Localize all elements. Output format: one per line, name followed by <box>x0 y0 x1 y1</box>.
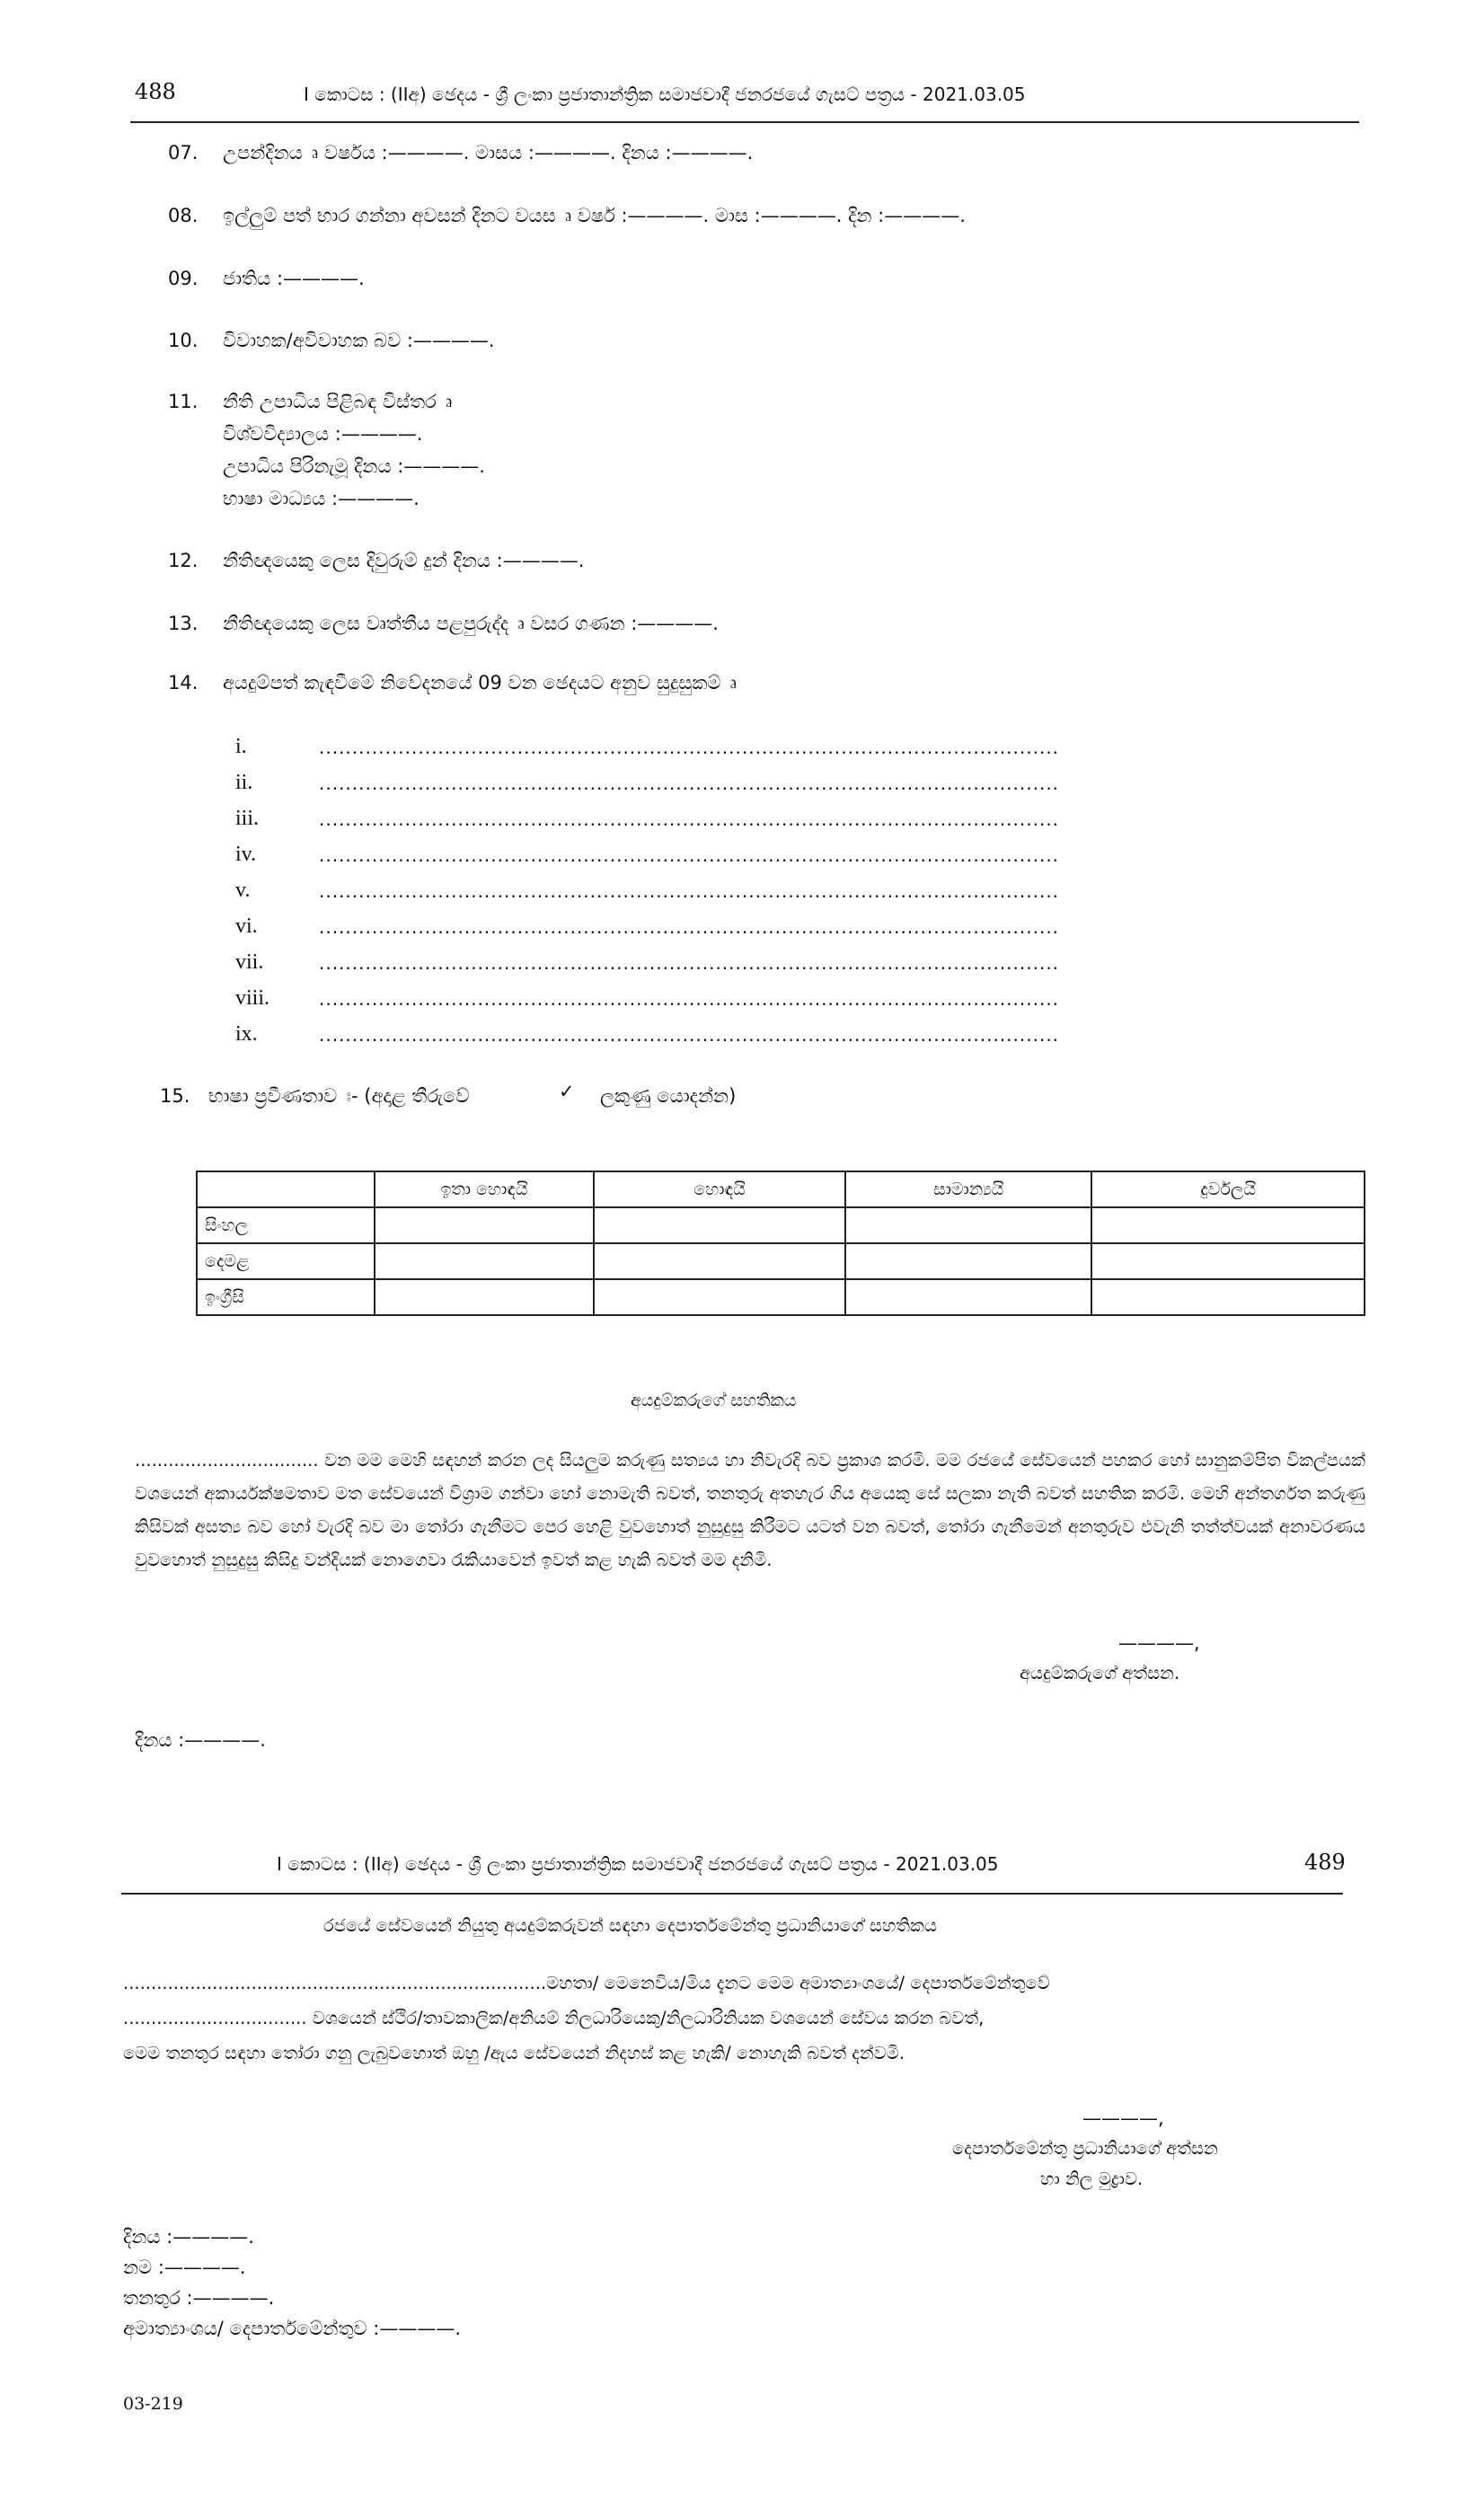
list-marker: iv. <box>235 843 257 866</box>
item-text: විවාහක/අවිවාහක බව :————. <box>223 330 495 351</box>
table-header-cell <box>197 1171 375 1207</box>
date-field: දිනය :————. <box>135 1729 266 1751</box>
proficiency-cell[interactable] <box>1091 1279 1365 1315</box>
dot-leader: ................................................................................................................ <box>319 1024 1060 1046</box>
item-number: 12. <box>168 550 199 571</box>
proficiency-cell[interactable] <box>1091 1243 1365 1279</box>
table-row <box>197 1243 1365 1279</box>
item-text: ජාතිය :————. <box>223 268 365 289</box>
proficiency-cell[interactable] <box>845 1207 1092 1243</box>
language-medium-field: භාෂා මාධ්‍යය :————. <box>223 488 420 509</box>
table-header-row <box>197 1171 1365 1207</box>
item-text: නීති උපාධිය පිළිබඳ විස්තර ෘ <box>223 391 453 412</box>
item-text: අයදුම්පත් කැඳවීමේ නිවේදනයේ 09 වන ඡෙදයට අනුව සුදුසුකම් ෘ <box>223 672 737 694</box>
official-seal-label: හා නිල මුද්‍රාව. <box>1040 2169 1144 2189</box>
signature-label: අයදුම්කරුගේ අත්සන. <box>1020 1663 1180 1683</box>
list-marker: v. <box>235 879 251 902</box>
list-marker: ii. <box>235 771 253 794</box>
dot-leader: ................................................................................................................ <box>319 916 1060 938</box>
proficiency-cell[interactable] <box>1091 1207 1365 1243</box>
proficiency-cell[interactable] <box>375 1243 595 1279</box>
proficiency-cell[interactable] <box>375 1207 595 1243</box>
table-header-cell: දුර්වලයි <box>1091 1171 1365 1207</box>
header-rule <box>130 121 1359 123</box>
dot-leader: ................................................................................................................ <box>319 808 1060 830</box>
certificate-text: වන මම මෙහි සඳහන් කරන ලද සියලුම කරුණු සත්‍යය හා නිවැරදි බව ප්‍රකාශ කරමි. මම රජයේ සේවයෙන් පහකර හෝ සානුකම්පිත විකල්පයක් වශයෙන් අකාර්යක්ෂමතාව මත සේවයෙන් විශ්‍රාම ගන්වා හෝ නොමැති බවත්, තනතුරු අතහැර ගිය අයෙකු සේ සලකා නැති බවත් සහතික කරමි. මෙහි අන්තර්ගත කරුණු කිසිවක් අසත්‍ය බව හෝ වැරදි බව මා තෝරා ගැනීමට පෙර හෙළි වුවහොත් නුසුදුසු කිරීමට යටත් වන බවත්, තෝරා ගැනීමෙන් අනතුරුව එවැනි තත්ත්වයක් අනාවරණය වුවහොත් නුසුදුසු කිසිදු වන්දියක් නොගෙවා රැකියාවෙන් ඉවත් කළ හැකි බවත් මම දනිමි. <box>135 1450 1365 1570</box>
list-marker: viii. <box>235 986 270 1010</box>
list-marker: iii. <box>235 807 260 830</box>
item-text-after: ලකුණු යොදන්න) <box>600 1085 737 1107</box>
certificate-paragraph <box>135 1444 1365 1577</box>
table-header-cell: හොඳයි <box>594 1171 845 1207</box>
dot-leader: ................................................................................................................ <box>319 880 1060 902</box>
item-text: උපන්දිනය ෘ වර්ෂය :————. මාසය :————. දිනය :————. <box>223 142 754 163</box>
row-label: සිංහල <box>197 1207 375 1243</box>
footer-code: 03-219 <box>123 2394 183 2414</box>
item-number: 10. <box>168 330 199 351</box>
list-marker: i. <box>235 735 247 758</box>
item-number: 08. <box>168 205 199 226</box>
list-marker: vii. <box>235 950 264 974</box>
proficiency-cell[interactable] <box>375 1279 595 1315</box>
hod-name-field: නම :————. <box>123 2257 246 2278</box>
header-rule-2 <box>121 1893 1343 1895</box>
dot-leader: ............................................................................ <box>123 1973 547 1993</box>
table-row <box>197 1207 1365 1243</box>
hod-ministry-field: අමාත්‍යාංශය/ දෙපාර්තමේන්තුව :————. <box>123 2318 462 2339</box>
item-number: 14. <box>168 672 199 694</box>
list-marker: vi. <box>235 914 258 938</box>
proficiency-cell[interactable] <box>594 1243 845 1279</box>
hod-line-1 <box>123 1973 1050 1993</box>
dot-leader: ................................................................................................................ <box>319 988 1060 1010</box>
name-dot-leader: ................................. <box>135 1450 319 1471</box>
hod-signature-line: ————, <box>1082 2107 1164 2129</box>
hod-certificate-title: රජයේ සේවයෙන් නියුතු අයදුම්කරුවන් සඳහා දෙපාර්තමේන්තු ප්‍රධානියාගේ සහතිකය <box>323 1915 937 1936</box>
item-number: 09. <box>168 268 199 289</box>
line-text: මහතා/ මෙනෙවිය/මිය දැනට මෙම අමාත්‍යාංශයේ/ දෙපාර්තමේන්තුවේ <box>546 1973 1050 1993</box>
dot-leader: ................................................................................................................ <box>319 737 1060 758</box>
item-number: 15. <box>160 1085 190 1107</box>
row-label: දෙමළ <box>197 1243 375 1279</box>
hod-signature-label: දෙපාර්තමේන්තු ප්‍රධානියාගේ අත්සන <box>952 2138 1218 2159</box>
proficiency-cell[interactable] <box>845 1243 1092 1279</box>
table-row <box>197 1279 1365 1315</box>
table-header-cell: සාමාන්‍යයි <box>845 1171 1092 1207</box>
item-text: නීතිඥයෙකු ලෙස වෘත්තීය පළපුරුද්ද ෘ වසර ගණන :————. <box>223 613 719 634</box>
hod-line-2 <box>123 2008 984 2028</box>
table-header-cell: ඉතා හොඳයි <box>375 1171 595 1207</box>
proficiency-cell[interactable] <box>845 1279 1092 1315</box>
dot-leader: ................................................................................................................ <box>319 773 1060 794</box>
dot-leader: ................................................................................................................ <box>319 952 1060 974</box>
gazette-header-2: I කොටස : (IIඅ) ඡෙදය - ශ්‍රී ලංකා ප්‍රජාතාන්ත්‍රික සමාජවාදී ජනරජයේ ගැසට් පත්‍රය - 2021.03.05 <box>277 1853 999 1875</box>
gazette-header: I කොටස : (IIඅ) ඡෙදය - ශ්‍රී ලංකා ප්‍රජාතාන්ත්‍රික සමාජවාදී ජනරජයේ ගැසට් පත්‍රය - 2021.03.05 <box>304 84 1026 105</box>
item-number: 07. <box>168 142 199 163</box>
hod-date-field: දිනය :————. <box>123 2226 254 2248</box>
list-marker: ix. <box>235 1022 258 1046</box>
page-number: 488 <box>135 79 176 104</box>
certificate-title: අයදුම්කරුගේ සහතිකය <box>631 1391 797 1410</box>
page-number-2: 489 <box>1304 1850 1346 1875</box>
proficiency-cell[interactable] <box>594 1279 845 1315</box>
row-label: ඉංග්‍රීසි <box>197 1279 375 1315</box>
language-proficiency-table <box>196 1171 1365 1316</box>
degree-date-field: උපාධිය පිරිනැමූ දිනය :————. <box>223 455 485 477</box>
item-text: ඉල්ලුම් පත් භාර ගන්නා අවසන් දිනට වයස ෘ වර්ෂ :————. මාස :————. දින :————. <box>223 205 966 226</box>
checkmark-icon: ✓ <box>559 1081 575 1102</box>
hod-line-3: මෙම තනතුර සඳහා තෝරා ගනු ලැබුවහොත් ඔහු /ඇය සේවයෙන් නිදහස් කළ හැකි/ නොහැකි බවත් දන්වමි. <box>123 2043 905 2063</box>
item-text: නීතිඥයෙකු ලෙස දිවුරුම් දුන් දිනය :————. <box>223 550 585 571</box>
dot-leader: ................................. <box>123 2008 307 2028</box>
proficiency-cell[interactable] <box>594 1207 845 1243</box>
hod-designation-field: තනතුර :————. <box>123 2287 275 2309</box>
signature-line: ————, <box>1118 1632 1200 1654</box>
line-text: වශයෙන් ස්ථිර/තාවකාලික/අනියම් නිලධාරියෙකු/නිලධාරිනියක වශයෙන් සේවය කරන බවත්, <box>306 2008 985 2028</box>
university-field: විශ්වවිද්‍යාලය :————. <box>223 423 423 445</box>
item-text: භාෂා ප්‍රවීණතාව ඃ- (අදාළ තීරුවේ <box>208 1085 470 1107</box>
dot-leader: ................................................................................................................ <box>319 844 1060 866</box>
item-number: 13. <box>168 613 199 634</box>
item-number: 11. <box>168 391 199 412</box>
